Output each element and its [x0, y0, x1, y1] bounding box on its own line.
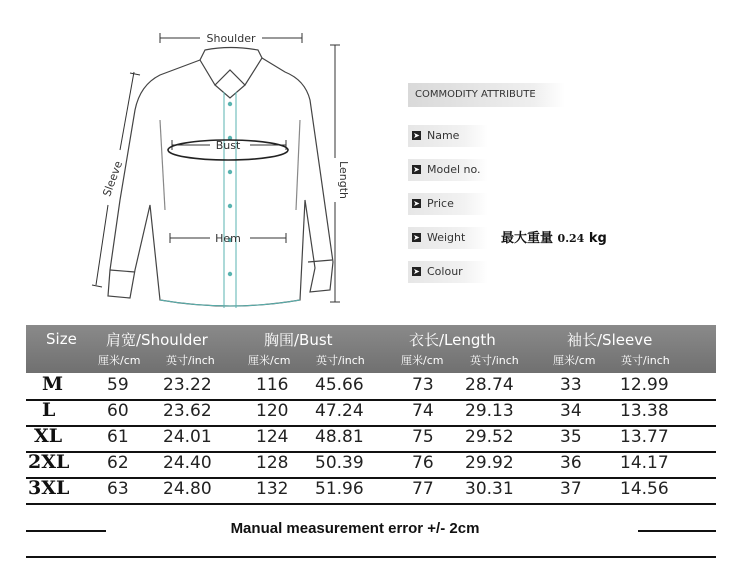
measurement-note: Manual measurement error +/- 2cm — [230, 520, 480, 537]
shirt-collar — [200, 48, 262, 86]
table-cell: 33 — [560, 375, 582, 395]
arrow-icon: ➤ — [413, 165, 420, 174]
sleeve-column-header: 袖长/Sleeve — [567, 331, 653, 349]
table-cell: 62 — [107, 453, 129, 473]
row-divider — [26, 451, 716, 453]
size-label: 2XL — [28, 451, 70, 473]
table-cell: 12.99 — [620, 375, 669, 395]
attribute-row-price — [408, 193, 708, 215]
size-label: XL — [34, 425, 63, 447]
unit-cm-header: 厘米/cm — [98, 354, 141, 367]
weight-value-unit: kg — [588, 231, 607, 246]
table-cell: 60 — [107, 401, 129, 421]
weight-value-text: 最大重量 — [501, 231, 554, 246]
length-label: Length — [337, 161, 350, 199]
table-cell: 24.40 — [163, 453, 212, 473]
attribute-label: Name — [427, 129, 460, 142]
hem-label: Hem — [215, 232, 241, 245]
row-divider — [26, 477, 716, 479]
table-cell: 61 — [107, 427, 129, 447]
bust-label: Bust — [215, 139, 241, 152]
table-cell: 51.96 — [315, 479, 364, 499]
attribute-label: Colour — [427, 265, 463, 278]
table-cell: 124 — [256, 427, 289, 447]
shirt-outline — [108, 58, 333, 306]
footer-rule-right — [638, 530, 716, 532]
table-cell: 59 — [107, 375, 129, 395]
size-table-header — [26, 325, 716, 373]
table-cell: 23.62 — [163, 401, 212, 421]
footer-bottom-rule — [26, 556, 716, 558]
attribute-row-weight — [408, 227, 708, 249]
unit-cm-header: 厘米/cm — [553, 354, 596, 367]
table-cell: 50.39 — [315, 453, 364, 473]
table-cell: 14.17 — [620, 453, 669, 473]
table-cell: 30.31 — [465, 479, 514, 499]
commodity-attribute-header: COMMODITY ATTRIBUTE — [408, 83, 565, 107]
table-cell: 28.74 — [465, 375, 514, 395]
table-cell: 36 — [560, 453, 582, 473]
arrow-icon: ➤ — [413, 267, 420, 276]
shoulder-column-header: 肩宽/Shoulder — [106, 331, 208, 349]
weight-value — [501, 227, 607, 246]
size-label: 3XL — [28, 477, 70, 499]
table-cell: 120 — [256, 401, 289, 421]
row-divider — [26, 503, 716, 505]
shoulder-label: Shoulder — [206, 32, 256, 45]
table-cell: 24.01 — [163, 427, 212, 447]
table-cell: 74 — [412, 401, 434, 421]
unit-inch-header: 英寸/inch — [166, 354, 215, 367]
bust-column-header: 胸围/Bust — [264, 331, 333, 349]
table-cell: 34 — [560, 401, 582, 421]
arrow-icon: ➤ — [413, 233, 420, 242]
table-cell: 63 — [107, 479, 129, 499]
table-cell: 13.38 — [620, 401, 669, 421]
table-cell: 29.92 — [465, 453, 514, 473]
table-cell: 14.56 — [620, 479, 669, 499]
unit-inch-header: 英寸/inch — [621, 354, 670, 367]
size-label: L — [42, 399, 56, 421]
unit-inch-header: 英寸/inch — [316, 354, 365, 367]
table-cell: 45.66 — [315, 375, 364, 395]
length-column-header: 衣长/Length — [409, 331, 496, 349]
row-divider — [26, 399, 716, 401]
table-cell: 77 — [412, 479, 434, 499]
shirt-measurement-diagram — [0, 0, 380, 320]
attribute-row-model — [408, 159, 708, 181]
attribute-label: Model no. — [427, 163, 481, 176]
table-cell: 128 — [256, 453, 289, 473]
sleeve-label: Sleeve — [100, 159, 126, 199]
unit-cm-header: 厘米/cm — [248, 354, 291, 367]
attribute-label: Price — [427, 197, 454, 210]
unit-inch-header: 英寸/inch — [470, 354, 519, 367]
table-cell: 24.80 — [163, 479, 212, 499]
table-cell: 37 — [560, 479, 582, 499]
size-column-header: Size — [46, 330, 77, 348]
attribute-row-colour — [408, 261, 708, 283]
table-cell: 116 — [256, 375, 289, 395]
table-cell: 76 — [412, 453, 434, 473]
weight-value-number: 0.24 — [557, 232, 585, 245]
size-label: M — [42, 373, 64, 395]
table-cell: 35 — [560, 427, 582, 447]
row-divider — [26, 425, 716, 427]
table-cell: 48.81 — [315, 427, 364, 447]
table-cell: 47.24 — [315, 401, 364, 421]
table-cell: 29.13 — [465, 401, 514, 421]
arrow-icon: ➤ — [413, 131, 420, 140]
table-cell: 132 — [256, 479, 289, 499]
arrow-icon: ➤ — [413, 199, 420, 208]
table-cell: 23.22 — [163, 375, 212, 395]
attribute-label: Weight — [427, 231, 466, 244]
table-cell: 29.52 — [465, 427, 514, 447]
table-cell: 73 — [412, 375, 434, 395]
unit-cm-header: 厘米/cm — [401, 354, 444, 367]
attribute-row-name — [408, 125, 708, 147]
table-cell: 13.77 — [620, 427, 669, 447]
table-cell: 75 — [412, 427, 434, 447]
